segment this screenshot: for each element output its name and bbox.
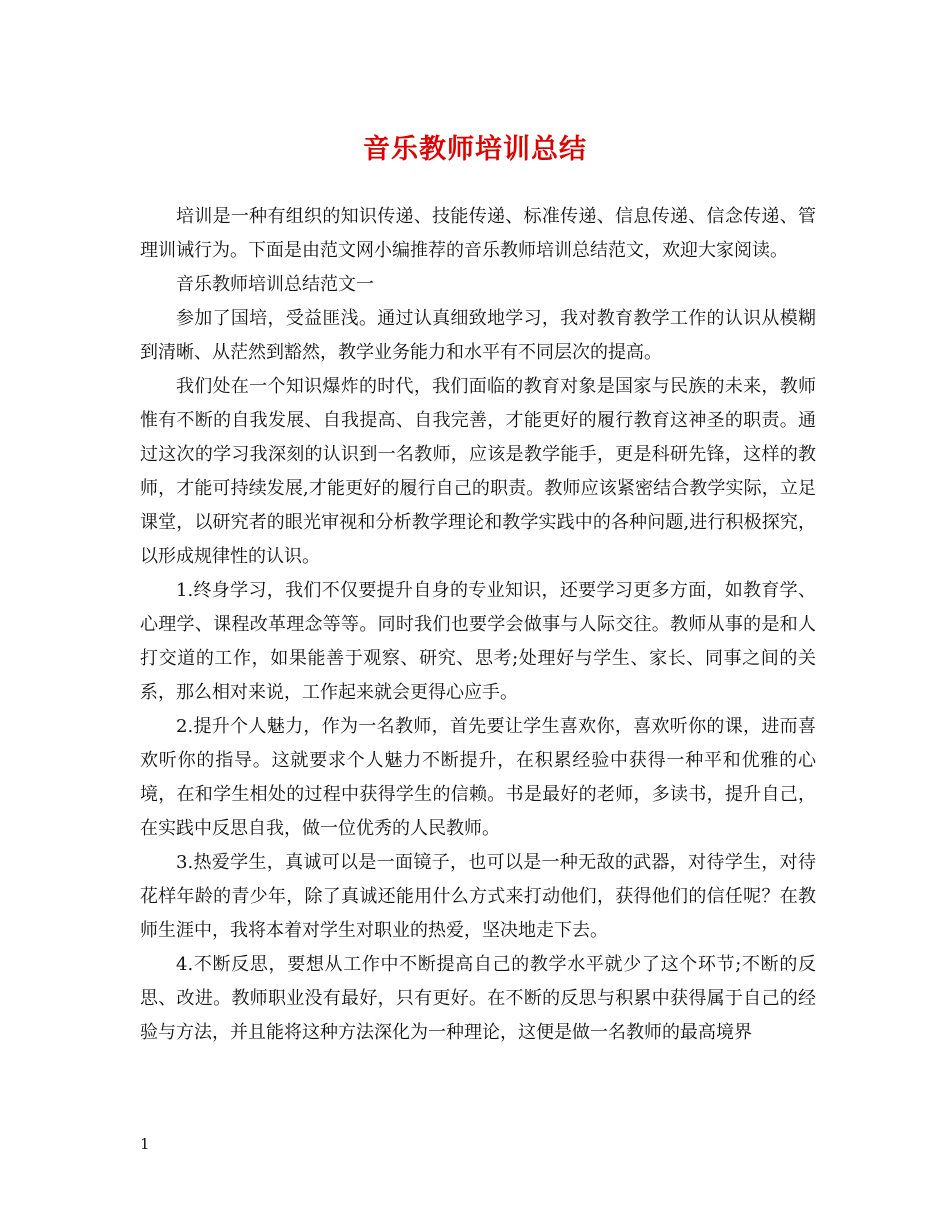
document-body — [140, 200, 816, 1050]
page-number: 1 — [140, 1135, 150, 1153]
paragraph-point-2: 2.提升个人魅力，作为一名教师，首先要让学生喜欢你，喜欢听你的课，进而喜欢听你的指导。这就要求个人魅力不断提升，在积累经验中获得一种平和优雅的心境，在和学生相处的过程中获得学生的信赖。书是最好的老师，多读书，提升自己，在实践中反思自我，做一位优秀的人民教师。 — [140, 716, 816, 839]
paragraph-intro: 培训是一种有组织的知识传递、技能传递、标准传递、信息传递、信念传递、管理训诫行为。下面是由范文网小编推荐的音乐教师培训总结范文，欢迎大家阅读。 — [140, 206, 816, 261]
paragraph-point-1: 1.终身学习，我们不仅要提升自身的专业知识，还要学习更多方面，如教育学、心理学、课程改革理念等等。同时我们也要学会做事与人际交往。教师从事的是和人打交道的工作，如果能善于观察、研究、思考;处理好与学生、家长、同事之间的关系，那么相对来说，工作起来就会更得心应手。 — [140, 580, 816, 703]
paragraph-section-heading: 音乐教师培训总结范文一 — [176, 274, 374, 295]
paragraph-1: 参加了国培，受益匪浅。通过认真细致地学习，我对教育教学工作的认识从模糊到清晰、从茫然到豁然，教学业务能力和水平有不同层次的提高。 — [140, 308, 816, 363]
paragraph-point-3: 3.热爱学生，真诚可以是一面镜子，也可以是一种无敌的武器，对待学生，对待花样年龄的青少年，除了真诚还能用什么方式来打动他们，获得他们的信任呢？在教师生涯中，我将本着对学生对职业的热爱，坚决地走下去。 — [140, 852, 816, 941]
document-title: 音乐教师培训总结 — [363, 134, 587, 165]
paragraph-point-4: 4.不断反思，要想从工作中不断提高自己的教学水平就少了这个环节;不断的反思、改进。教师职业没有最好，只有更好。在不断的反思与积累中获得属于自己的经验与方法，并且能将这种方法深化为一种理论，这便是做一名教师的最高境界 — [140, 954, 816, 1043]
paragraph-2: 我们处在一个知识爆炸的时代，我们面临的教育对象是国家与民族的未来，教师惟有不断的自我发展、自我提高、自我完善，才能更好的履行教育这神圣的职责。通过这次的学习我深刻的认识到一名教师，应该是教学能手，更是科研先锋，这样的教师，才能可持续发展,才能更好的履行自己的职责。教师应该紧密结合教学实际，立足课堂，以研究者的眼光审视和分析教学理论和教学实践中的各种问题,进行积极探究，以形成规律性的认识。 — [140, 376, 816, 567]
